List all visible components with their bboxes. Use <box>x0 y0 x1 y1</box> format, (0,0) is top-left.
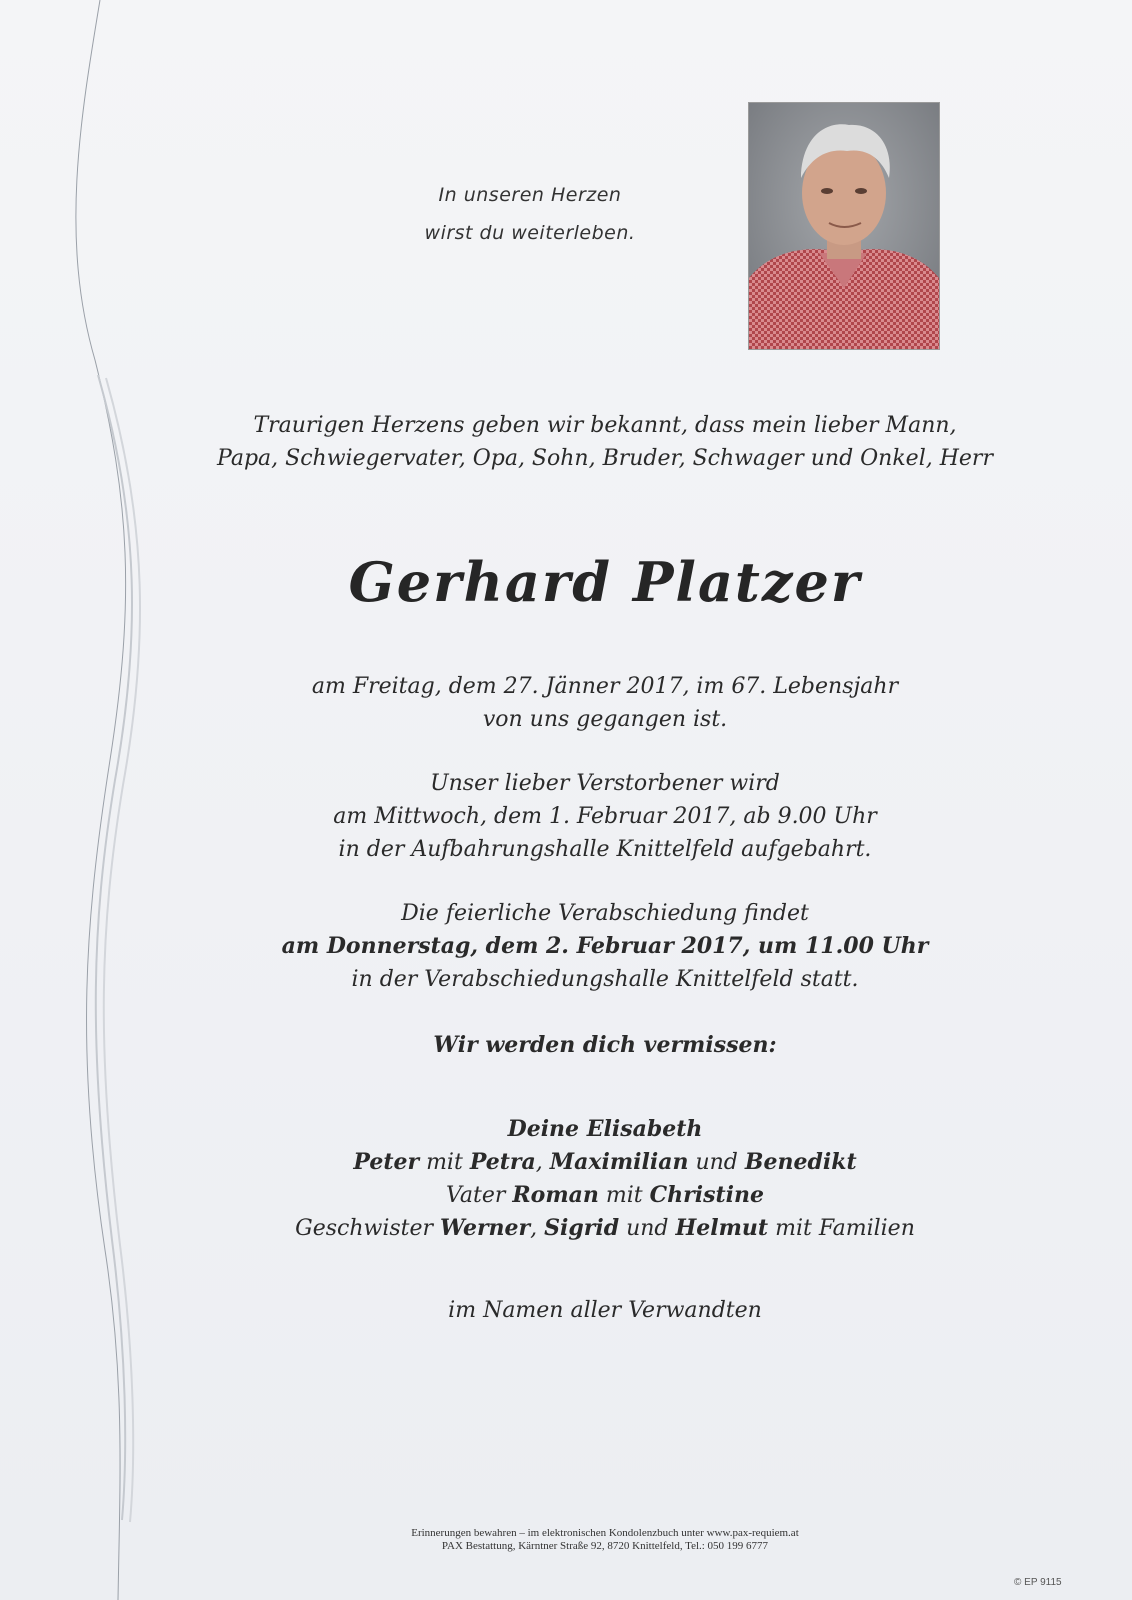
mourner-row-1: Deine Elisabeth <box>507 1116 703 1142</box>
farewell-details <box>150 897 1060 996</box>
motto-line-1: In unseren Herzen <box>438 184 622 206</box>
viewing-line-3: in der Aufbahrungshalle Knittelfeld aufgebahrt. <box>338 837 872 862</box>
mourner-row-4 <box>150 1212 1060 1245</box>
mourner-name: Sigrid <box>544 1215 620 1241</box>
viewing-details <box>150 767 1060 866</box>
footer <box>300 1527 910 1553</box>
viewing-line-1: Unser lieber Verstorbener wird <box>430 771 780 796</box>
intro-text <box>150 409 1060 475</box>
mourner-separator: mit <box>419 1150 470 1175</box>
mourner-name: Werner <box>440 1215 531 1241</box>
mourner-name: Christine <box>649 1182 764 1208</box>
mourner-prefix: Geschwister <box>295 1216 441 1241</box>
mourner-separator: und <box>688 1150 745 1175</box>
mourner-name: Helmut <box>675 1215 769 1241</box>
farewell-line-2: am Donnerstag, dem 2. Februar 2017, um 11.00 Uhr <box>281 933 929 959</box>
motto-line-2: wirst du weiterleben. <box>424 222 636 244</box>
deceased-name: Gerhard Platzer <box>348 550 862 614</box>
decorative-band-outer <box>96 375 132 1520</box>
intro-line-2: Papa, Schwiegervater, Opa, Sohn, Bruder, Schwager und Onkel, Herr <box>217 446 993 471</box>
farewell-line-1: Die feierliche Verabschiedung findet <box>401 901 809 926</box>
portrait-icon <box>749 103 939 349</box>
death-line-1: am Freitag, dem 27. Jänner 2017, im 67. Lebensjahr <box>311 674 899 699</box>
motto <box>360 176 700 252</box>
mourner-name: Roman <box>512 1182 599 1208</box>
portrait-photo <box>748 102 940 350</box>
mourner-name: Peter <box>353 1149 420 1175</box>
closing-line: im Namen aller Verwandten <box>448 1298 762 1323</box>
death-announcement <box>150 670 1060 736</box>
footer-line-1: Erinnerungen bewahren – im elektronischen Kondolenzbuch unter www.pax-requiem.at <box>411 1527 799 1539</box>
mourner-row-3 <box>150 1179 1060 1212</box>
mourner-name: Maximilian <box>549 1149 689 1175</box>
mourner-separator: mit <box>598 1183 650 1208</box>
mourners-list <box>150 1113 1060 1245</box>
death-line-2: von uns gegangen ist. <box>482 707 728 732</box>
missing-heading: Wir werden dich vermissen: <box>433 1032 777 1058</box>
mourner-name: Benedikt <box>744 1149 857 1175</box>
mourner-suffix: mit Familien <box>768 1216 915 1241</box>
mourner-separator: , <box>535 1150 550 1175</box>
farewell-line-3: in der Verabschiedungshalle Knittelfeld statt. <box>351 967 859 992</box>
mourner-prefix: Vater <box>446 1183 513 1208</box>
mourner-row-2 <box>150 1146 1060 1179</box>
decorative-thin-curve <box>76 0 126 1600</box>
intro-line-1: Traurigen Herzens geben wir bekannt, dass mein lieber Mann, <box>253 413 957 438</box>
document-code: © EP 9115 <box>1014 1577 1062 1588</box>
mourner-separator: , <box>530 1216 545 1241</box>
mourner-separator: und <box>619 1216 676 1241</box>
mourner-name: Petra <box>469 1149 536 1175</box>
viewing-line-2: am Mittwoch, dem 1. Februar 2017, ab 9.00 Uhr <box>333 804 877 829</box>
footer-line-2: PAX Bestattung, Kärntner Straße 92, 8720 Knittelfeld, Tel.: 050 199 6777 <box>441 1540 769 1552</box>
